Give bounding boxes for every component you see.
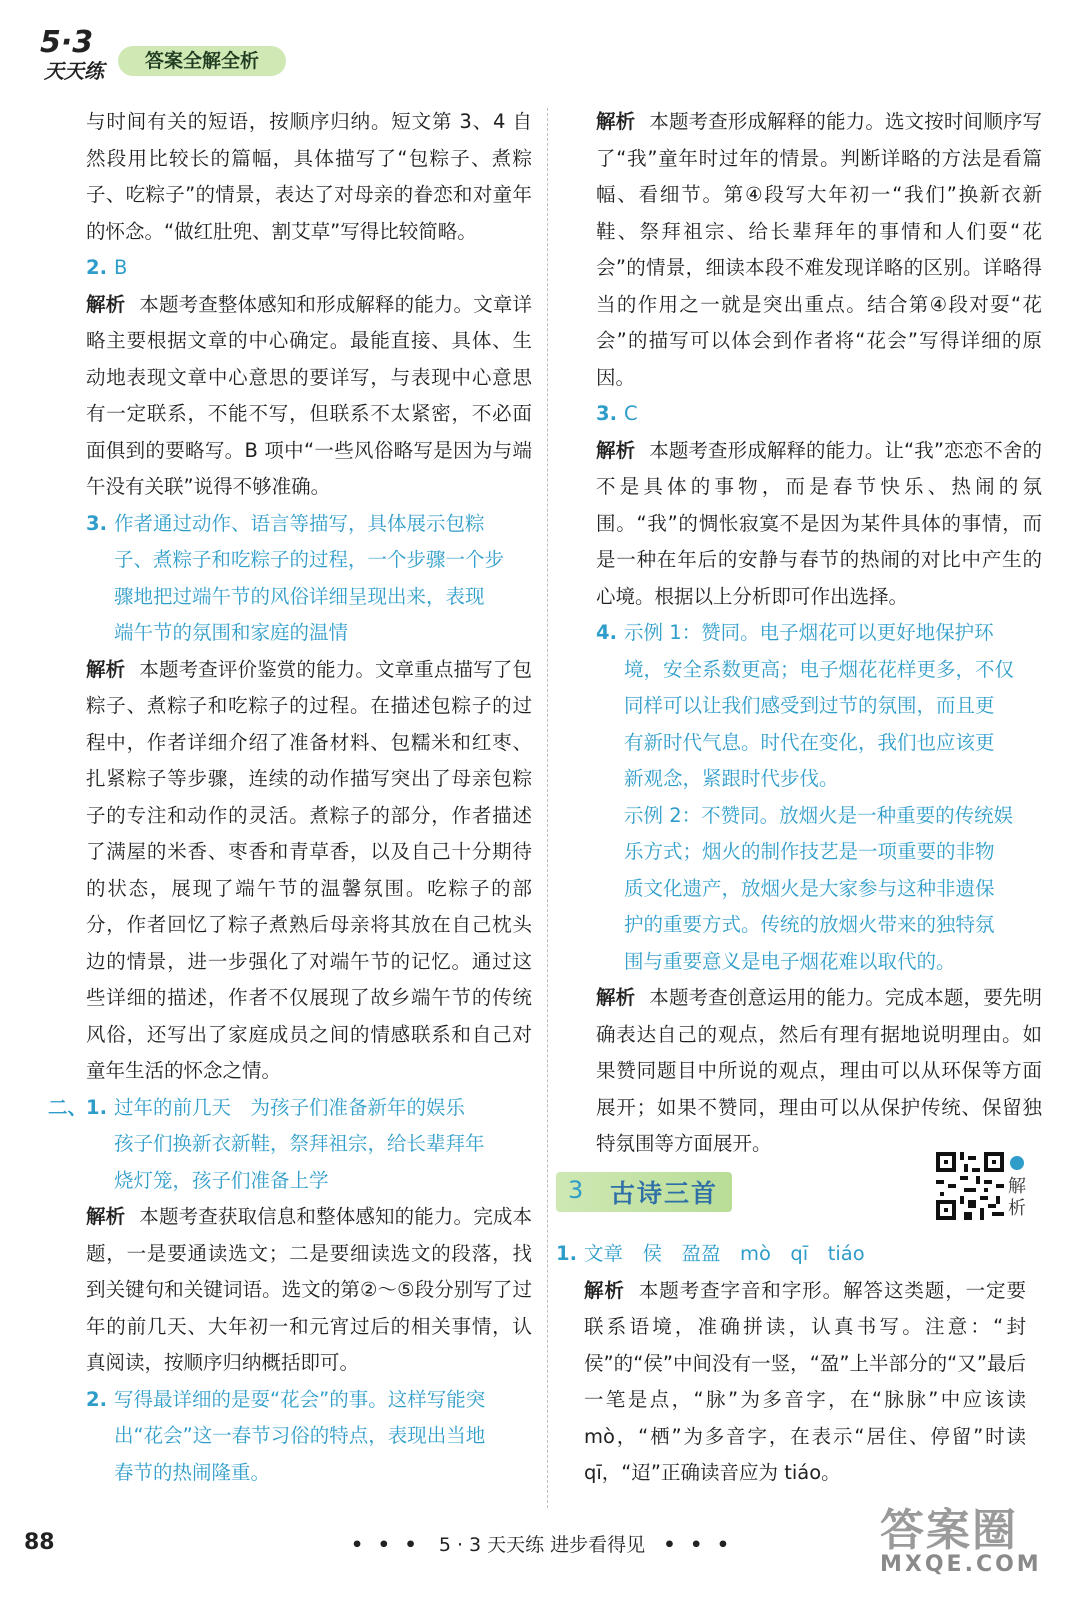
watermark-logo: 答案圈 xyxy=(880,1505,1018,1556)
analysis-block xyxy=(556,1273,1026,1492)
answer-line: 写得最详细的是耍“花会”的事。这样写能突 xyxy=(114,1387,486,1411)
answer-block xyxy=(596,396,1042,433)
svg-text:天天练: 天天练 xyxy=(44,59,104,83)
page-number: 88 xyxy=(24,1530,55,1555)
answer-block xyxy=(556,1236,1026,1273)
analysis-text: 本题考查形成解释的能力。选文按时间顺序写了“我”童年时过年的情景。判断详略的方法是看篇幅、看细节。第④段写大年初一“我们”换新衣新鞋、祭拜祖宗、给长辈拜年的事情和人们耍“花会”的情景，细读本段不难发现详略的区别。详略得当的作用之一就是突出重点。结合第④段对耍“花会”的描写可以体会到作者将“花会”写得详细的原因。 xyxy=(596,110,1042,389)
answer-line: 孩子们换新衣新鞋，祭拜祖宗，给长辈拜年 xyxy=(114,1132,485,1155)
analysis-tag: 解析 xyxy=(86,292,126,316)
answer-line: 示例 2：不赞同。放烟火是一种重要的传统娱 xyxy=(624,803,1014,827)
brand-logo xyxy=(36,22,126,84)
answer-line: 境，安全系数更高；电子烟花花样更多，不仅 xyxy=(624,657,1015,681)
analysis-block xyxy=(86,287,532,506)
answer-line: 新观念，紧跟时代步伐。 xyxy=(624,767,839,790)
answer-line: C xyxy=(624,402,638,425)
section-number: 二、 xyxy=(48,1095,88,1119)
watermark-url: MXQE.COM xyxy=(880,1552,1042,1577)
answer-line: 文章 侯 盈盈 mò qī tiáo xyxy=(584,1242,865,1265)
answer-line: 过年的前几天 为孩子们准备新年的娱乐 xyxy=(114,1095,466,1119)
footer-dots-left: • • • xyxy=(351,1534,421,1556)
answer-number: 4. xyxy=(596,621,617,644)
answer-number: 2. xyxy=(86,1387,107,1411)
column-divider xyxy=(547,108,548,1508)
answer-line: 同样可以让我们感受到过节的氛围，而且更 xyxy=(624,694,995,717)
qr-label: 解析 xyxy=(1008,1176,1026,1219)
footer-dots-right: • • • xyxy=(663,1534,733,1556)
answer-line: 围与重要意义是电子烟花难以取代的。 xyxy=(624,949,956,973)
svg-text:5·3: 5·3 xyxy=(40,25,94,60)
answer-block xyxy=(86,250,532,287)
answer-number: 3. xyxy=(596,402,617,425)
analysis-block xyxy=(86,652,532,1090)
analysis-block xyxy=(86,1199,532,1382)
answer-line: 护的重要方式。传统的放烟火带来的独特氛 xyxy=(624,913,995,936)
answer-line: 春节的热闹隆重。 xyxy=(114,1460,271,1484)
section-title: 古诗三首 xyxy=(610,1179,719,1208)
answer-number: 2. xyxy=(86,256,107,279)
analysis-text: 本题考查字音和字形。解答这类题，一定要联系语境，准确拼读，认真书写。注意：“封侯”的“侯”中间没有一竖，“盈”上半部分的“又”最后一笔是点，“脉”为多音字，在“脉脉”中应该读 mò，“栖”为多音字，在表示“居住、停留”时读 qī，“迢”正确读音应为 tiáo。 xyxy=(584,1278,1026,1484)
answer-line: 乐方式；烟火的制作技艺是一项重要的非物 xyxy=(624,840,995,863)
answer-line: 骤地把过端午节的风俗详细呈现出来，表现 xyxy=(114,584,485,608)
answer-line: 示例 1：赞同。电子烟花可以更好地保护环 xyxy=(624,621,994,644)
analysis-tag: 解析 xyxy=(584,1278,625,1302)
analysis-text: 本题考查创意运用的能力。完成本题，要先明确表达自己的观点，然后有理有据地说明理由。如果赞同题目中所说的观点，理由可以从环保等方面展开；如果不赞同，理由可以从保护传统、保留独特氛围等方面展开。 xyxy=(596,986,1042,1155)
answer-line: 有新时代气息。时代在变化，我们也应该更 xyxy=(624,730,995,754)
answer-block xyxy=(86,1382,532,1492)
answer-line: 烧灯笼，孩子们准备上学 xyxy=(114,1168,329,1192)
answer-line: 子、煮粽子和吃粽子的过程，一个步骤一个步 xyxy=(114,548,505,571)
analysis-block xyxy=(596,104,1042,396)
analysis-tag: 解析 xyxy=(596,438,636,462)
answer-number: 1. xyxy=(556,1242,577,1265)
section3-content xyxy=(556,1236,1026,1492)
answer-line: 端午节的氛围和家庭的温情 xyxy=(114,621,349,644)
analysis-text: 本题考查获取信息和整体感知的能力。完成本题，一是要通读选文；二是要细读选文的段落，找到关键句和关键词语。选文的第②～⑤段分别写了过年的前几天、大年初一和元宵过后的相关事情，认真阅读，按顺序归纳概括即可。 xyxy=(86,1205,532,1374)
analysis-text: 本题考查整体感知和形成解释的能力。文章详略主要根据文章的中心确定。最能直接、具体、生动地表现文章中心意思的要详写，与表现中心意思有一定联系，不能不写，但联系不太紧密，不必面面俱到的要略写。B 项中“一些风俗略写是因为与端午没有关联”说得不够准确。 xyxy=(86,292,532,498)
analysis-tag: 解析 xyxy=(596,110,636,133)
analysis-tag: 解析 xyxy=(596,986,636,1009)
header-title: 答案全解全析 xyxy=(118,46,286,76)
answer-line: 出“花会”这一春节习俗的特点，表现出当地 xyxy=(114,1424,486,1447)
footer-slogan-text: 5 · 3 天天练 进步看得见 xyxy=(438,1534,646,1556)
answer-block xyxy=(596,615,1042,980)
text-paragraph: 与时间有关的短语，按顺序归纳。短文第 3、4 自然段用比较长的篇幅，具体描写了“包粽子、煮粽子、吃粽子”的情景，表达了对母亲的眷恋和对童年的怀念。“做红肚兜、割艾草”写得比较简略。 xyxy=(86,110,532,243)
right-column xyxy=(596,104,1042,1163)
answer-block xyxy=(48,1090,532,1200)
analysis-text: 本题考查评价鉴赏的能力。文章重点描写了包粽子、煮粽子和吃粽子的过程。在描述包粽子的过程中，作者详细介绍了准备材料、包糯米和红枣、扎紧粽子等步骤，连续的动作描写突出了母亲包粽子的专注和动作的灵活。煮粽子的部分，作者描述了满屋的米香、枣香和青草香，以及自己十分期待的状态，展现了端午节的温馨氛围。吃粽子的部分，作者回忆了粽子煮熟后母亲将其放在自己枕头边的情景，进一步强化了对端午节的记忆。通过这些详细的描述，作者不仅展现了故乡端午节的传统风俗，还写出了家庭成员之间的情感联系和自己对童年生活的怀念之情。 xyxy=(86,657,532,1082)
section-number: 3 xyxy=(568,1176,584,1204)
answer-number: 1. xyxy=(86,1095,107,1119)
answer-block xyxy=(86,506,532,652)
brand-logo-graphic xyxy=(36,22,126,84)
analysis-tag: 解析 xyxy=(86,657,126,681)
analysis-tag: 解析 xyxy=(86,1205,126,1228)
play-icon xyxy=(1010,1156,1024,1170)
answer-line: 质文化遗产，放烟火是大家参与这种非遗保 xyxy=(624,876,995,900)
analysis-block xyxy=(596,433,1042,616)
analysis-block xyxy=(596,980,1042,1163)
qr-code-icon[interactable] xyxy=(936,1152,1004,1220)
left-column xyxy=(48,104,532,1491)
answer-line: B xyxy=(114,256,128,279)
answer-line: 作者通过动作、语言等描写，具体展示包粽 xyxy=(114,511,485,535)
analysis-text: 本题考查形成解释的能力。让“我”恋恋不舍的不是具体的事物，而是春节快乐、热闹的氛围。“我”的惆怅寂寞不是因为某件具体的事情，而是一种在年后的安静与春节的热闹的对比中产生的心境。根据以上分析即可作出选择。 xyxy=(596,438,1042,608)
answer-number: 3. xyxy=(86,511,107,535)
